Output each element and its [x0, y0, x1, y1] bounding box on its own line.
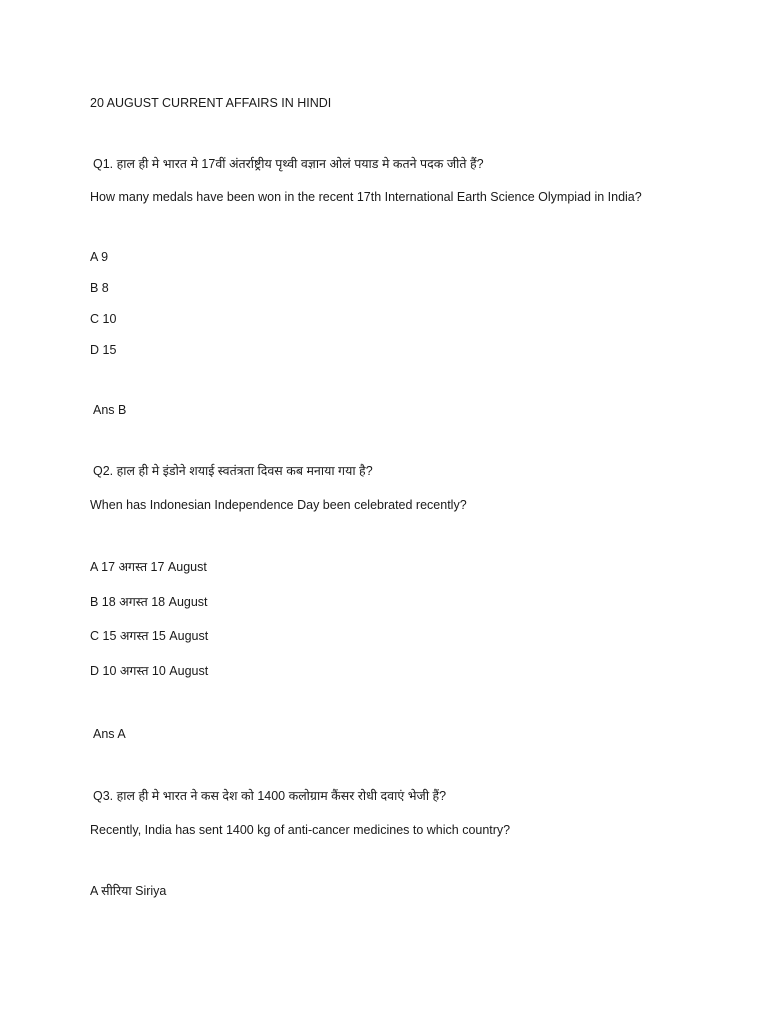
question-2-hindi: Q2. हाल ही मे इंडोने शयाई स्वतंत्रता दिवस कब मनाया गया है?: [93, 464, 373, 478]
question-2-option-a: A 17 अगस्त 17 August: [90, 560, 207, 574]
question-3-option-a: A सीरिया Siriya: [90, 884, 167, 898]
question-3-hindi: Q3. हाल ही मे भारत ने कस देश को 1400 कलोग्राम कैंसर रोधी दवाएं भेजी हैं?: [93, 789, 447, 803]
question-1-option-d: D 15: [90, 343, 117, 357]
question-1-option-a: A 9: [90, 250, 109, 264]
question-1-hindi: Q1. हाल ही मे भारत मे 17वीं अंतर्राष्ट्रीय पृथ्वी वज्ञान ओलं पयाड मे कतने पदक जीते हैं?: [93, 157, 484, 171]
question-2-option-d: D 10 अगस्त 10 August: [90, 664, 209, 678]
question-3-english: Recently, India has sent 1400 kg of anti-cancer medicines to which country?: [90, 823, 511, 837]
question-2-option-c: C 15 अगस्त 15 August: [90, 629, 209, 643]
question-2-english: When has Indonesian Independence Day been celebrated recently?: [90, 498, 467, 512]
question-1-option-c: C 10: [90, 312, 117, 326]
question-1-english: How many medals have been won in the recent 17th International Earth Science Olympiad in India?: [90, 190, 642, 204]
question-2-answer: Ans A: [93, 727, 126, 741]
question-2-option-b: B 18 अगस्त 18 August: [90, 595, 208, 609]
question-1-option-b: B 8: [90, 281, 109, 295]
question-1-answer: Ans B: [93, 403, 127, 417]
document-heading: 20 AUGUST CURRENT AFFAIRS IN HINDI: [90, 96, 332, 110]
